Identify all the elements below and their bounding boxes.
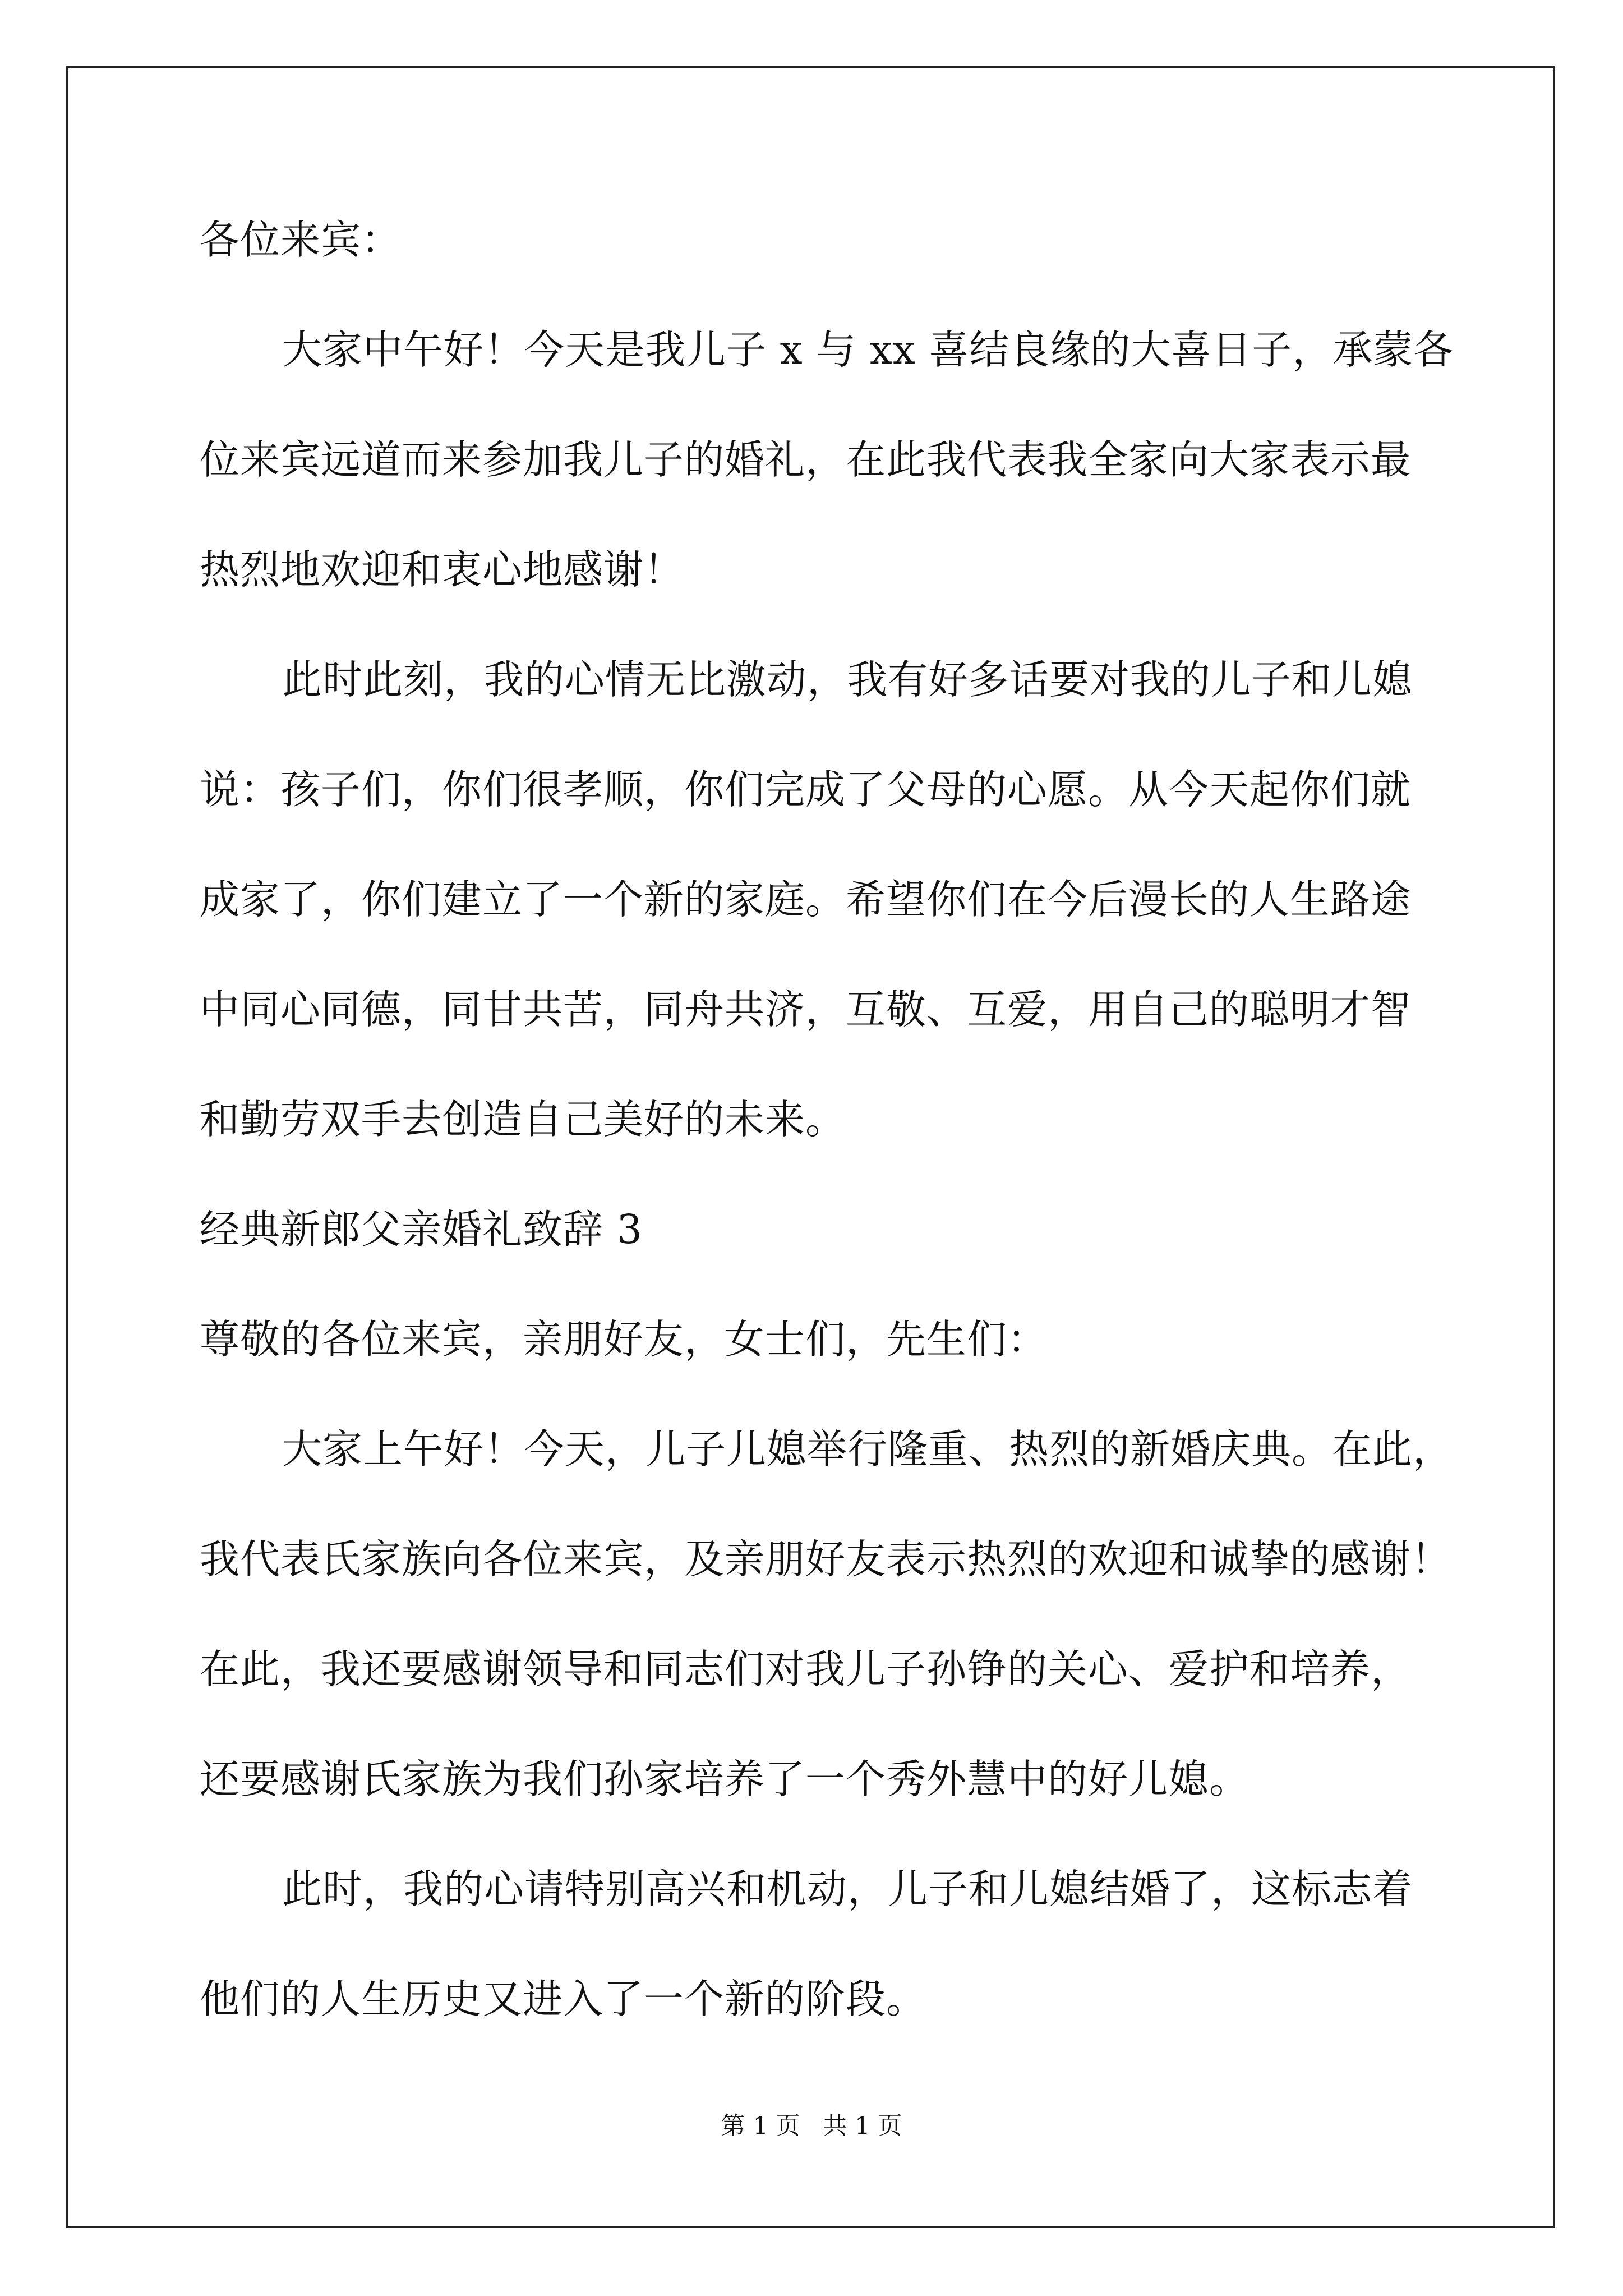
paragraph-line: 成家了，你们建立了一个新的家庭。希望你们在今后漫长的人生路途 <box>200 876 1412 923</box>
paragraph-line: 还要感谢氏家族为我们孙家培养了一个秀外慧中的好儿媳。 <box>200 1756 1250 1802</box>
paragraph-line: 此时，我的心请特别高兴和机动，儿子和儿媳结婚了，这标志着 <box>282 1866 1413 1912</box>
paragraph-line: 他们的人生历史又进入了一个新的阶段。 <box>200 1976 927 2022</box>
paragraph-line: 中同心同德，同甘共苦，同舟共济，互敬、互爱，用自己的聪明才智 <box>200 986 1412 1033</box>
paragraph-line: 说：孩子们，你们很孝顺，你们完成了父母的心愿。从今天起你们就 <box>200 766 1412 813</box>
paragraph-line: 在此，我还要感谢领导和同志们对我儿子孙铮的关心、爱护和培养， <box>200 1646 1412 1692</box>
paragraph-line: 位来宾远道而来参加我儿子的婚礼，在此我代表我全家向大家表示最 <box>200 436 1412 483</box>
section-heading: 经典新郎父亲婚礼致辞 3 <box>200 1206 643 1253</box>
salutation-line: 尊敬的各位来宾，亲朋好友，女士们，先生们： <box>200 1316 1048 1363</box>
paragraph-line: 和勤劳双手去创造自己美好的未来。 <box>200 1096 846 1143</box>
paragraph-line: 我代表氏家族向各位来宾，及亲朋好友表示热烈的欢迎和诚挚的感谢！ <box>200 1536 1452 1582</box>
page-number-footer: 第 1 页 共 1 页 <box>721 2112 902 2140</box>
paragraph-line: 此时此刻，我的心情无比激动，我有好多话要对我的儿子和儿媳 <box>282 656 1413 703</box>
paragraph-line: 热烈地欢迎和衷心地感谢！ <box>200 546 685 593</box>
paragraph-line: 大家上午好！今天，儿子儿媳举行隆重、热烈的新婚庆典。在此， <box>282 1426 1454 1473</box>
salutation-line: 各位来宾： <box>200 217 402 263</box>
paragraph-line: 大家中午好！今天是我儿子 x 与 xx 喜结良缘的大喜日子，承蒙各 <box>282 326 1454 373</box>
